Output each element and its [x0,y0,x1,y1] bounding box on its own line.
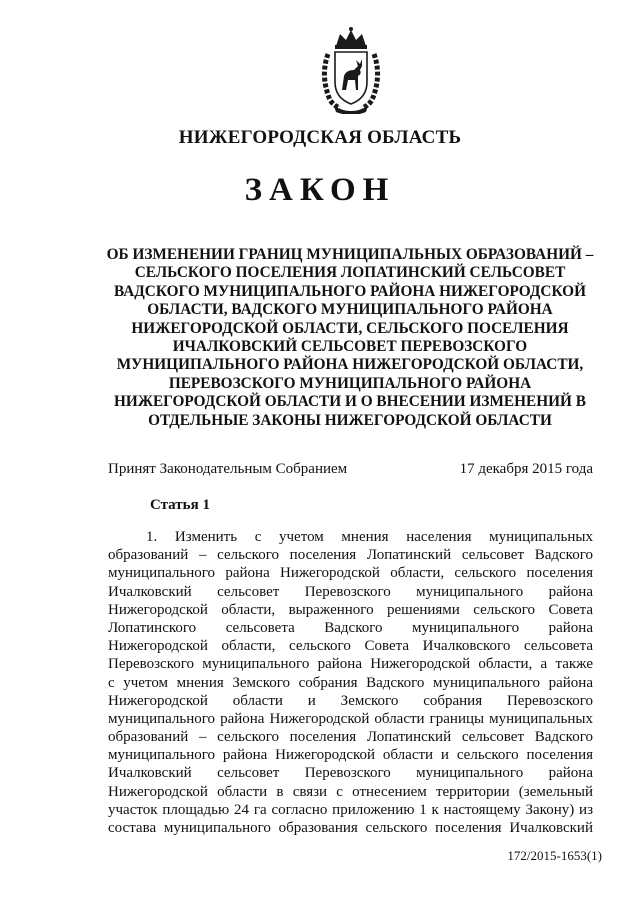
region-name: НИЖЕГОРОДСКАЯ ОБЛАСТЬ [178,127,462,148]
title-line: ОБ ИЗМЕНЕНИИ ГРАНИЦ МУНИЦИПАЛЬНЫХ ОБРАЗОВАНИЙ – [106,246,594,263]
body-line: Ичалковский сельсовет Перевозского муниципального района [108,583,593,600]
title-line: ВАДСКОГО МУНИЦИПАЛЬНОГО РАЙОНА НИЖЕГОРОДСКОЙ [114,282,586,300]
body-line: Нижегородской области, выраженного решениями сельского Совета [108,601,593,618]
title-line: ИЧАЛКОВСКИЙ СЕЛЬСОВЕТ ПЕРЕВОЗСКОГО [172,338,528,356]
coat-of-arms-icon [318,26,384,114]
body-line: муниципального района Нижегородской области границы муниципальных [108,710,593,727]
title-line: ОТДЕЛЬНЫЕ ЗАКОНЫ НИЖЕГОРОДСКОЙ ОБЛАСТИ [148,411,552,429]
body-line: Нижегородской области и Земского собрания Перевозского [108,692,593,709]
body-line: образований – сельского поселения Лопатинский сельсовет Вадского [108,547,593,564]
body-line: муниципального района Нижегородской области и сельского поселения [108,747,593,764]
body-line: состава муниципального образования сельского поселения Ичалковский [108,820,593,836]
body-line: Лопатинского сельсовета Вадского муниципального района [108,619,593,636]
title-line: СЕЛЬСКОГО ПОСЕЛЕНИЯ ЛОПАТИНСКИЙ СЕЛЬСОВЕТ [134,264,566,282]
law-title [100,246,600,430]
body-line: с учетом мнения Земского собрания Вадского муниципального района [108,674,593,691]
body-line: участок площадью 24 га согласно приложению 1 к настоящему Закону) из [108,801,593,818]
body-line: Перевозского муниципального района Нижегородской области, а также [108,656,593,673]
document-number: 172/2015-1653(1) [507,848,602,863]
body-line: Ичалковский сельсовет Перевозского муниципального района [108,765,593,782]
body-line: муниципального района Нижегородской области, сельского поселения [108,565,593,582]
title-line: НИЖЕГОРОДСКОЙ ОБЛАСТИ, СЕЛЬСКОГО ПОСЕЛЕНИЯ [131,319,569,337]
title-line: ПЕРЕВОЗСКОГО МУНИЦИПАЛЬНОГО РАЙОНА [168,374,532,392]
title-line: НИЖЕГОРОДСКОЙ ОБЛАСТИ И О ВНЕСЕНИИ ИЗМЕНЕНИЙ В [114,393,586,411]
body-line: Нижегородской области, сельского Совета Ичалковского сельсовета [108,638,593,655]
body-line: Нижегородской области в связи с отнесением территории (земельный [108,783,593,800]
body-line: образований – сельского поселения Лопатинский сельсовет Вадского [108,729,593,746]
title-line: МУНИЦИПАЛЬНОГО РАЙОНА НИЖЕГОРОДСКОЙ ОБЛАСТИ, [116,356,584,374]
adoption-line [108,461,593,478]
article-heading: Статья 1 [150,497,210,513]
adoption-text: Принят Законодательным Собранием [108,461,348,477]
adoption-date: 17 декабря 2015 года [459,461,593,477]
document-type: ЗАКОН [244,172,396,208]
title-line: ОБЛАСТИ, ВАДСКОГО МУНИЦИПАЛЬНОГО РАЙОНА [147,301,553,319]
article-body [108,528,593,837]
body-line: 1. Изменить с учетом мнения населения муниципальных [146,529,593,545]
